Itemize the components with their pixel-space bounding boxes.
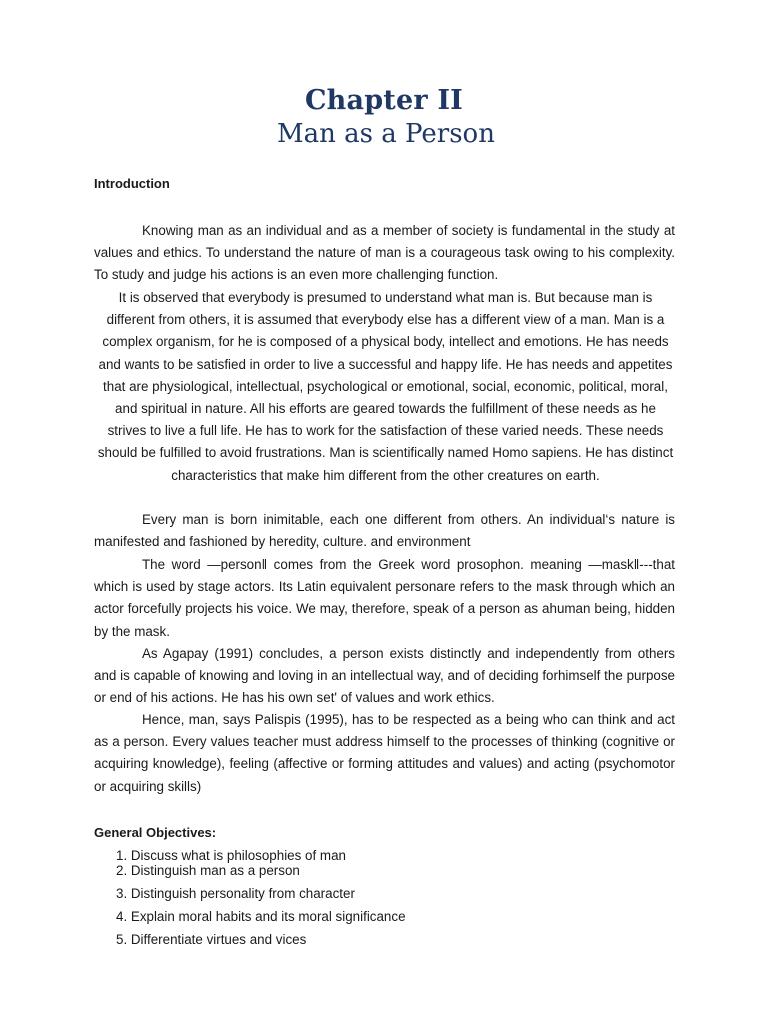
intro-paragraph-5 [94,643,675,710]
intro-paragraph-1 [94,220,675,287]
paragraph-text: Every man is born inimitable, each one different from others. An individual‘s nature is manifested and fashioned by heredity, culture. and environment [94,512,675,550]
intro-paragraph-3 [94,509,675,553]
chapter-number: Chapter II [304,85,464,116]
objective-item: 3. Distinguish personality from character [116,886,355,901]
intro-paragraph-6 [94,709,675,798]
objective-item: 4. Explain moral habits and its moral significance [116,909,406,924]
paragraph-text: Hence, man, says Palispis (1995), has to be respected as a being who can think and act as a person. Every values teacher must address himself to the processes of thinking (cognitive or acquiring knowledge), feeling (affective or forming attitudes and values) and acting (psychomotor or acquiring skills) [94,712,675,794]
intro-paragraph-4 [94,554,675,643]
objectives-heading: General Objectives: [94,825,217,840]
paragraph-text: It is observed that everybody is presumed to understand what man is. But because man is different from others, it is assumed that everybody else has a different view of a man. Man is a complex organism, for he is composed of a physical body, intellect and emotions. He has needs and wants to be satisfied in order to live a successful and happy life. He has needs and appetites that are physiological, intellectual, psychological or emotional, social, economic, political, moral, and spiritual in nature. All his efforts are geared towards the fulfillment of these needs as he strives to live a full life. He has to work for the satisfaction of these varied needs. These needs should be fulfilled to avoid frustrations. Man is scientifically named Homo sapiens. He has distinct characteristics that make him different from the other creatures on earth. [97,290,674,483]
intro-paragraph-2 [94,287,677,487]
objective-item: 5. Differentiate virtues and vices [116,932,307,947]
objective-item: 1. Discuss what is philosophies of man [116,848,346,863]
introduction-heading: Introduction [94,176,170,191]
chapter-title: Man as a Person [277,119,495,149]
paragraph-text: Knowing man as an individual and as a member of society is fundamental in the study at values and ethics. To understand the nature of man is a courageous task owing to his complexity. To study and judge his actions is an even more challenging function. [94,223,675,283]
objective-item: 2. Distinguish man as a person [116,863,300,878]
paragraph-text: As Agapay (1991) concludes, a person exists distinctly and independently from others and is capable of knowing and loving in an intellectual way, and of deciding forhimself the purpose or end of his actions. He has his own set' of values and work ethics. [94,646,675,706]
paragraph-text: The word ―person‖ comes from the Greek word prosophon. meaning ―mask‖---that which is used by stage actors. Its Latin equivalent personare refers to the mask through which an actor forcefully projects his voice. We may, therefore, speak of a person as ahuman being, hidden by the mask. [94,557,675,639]
